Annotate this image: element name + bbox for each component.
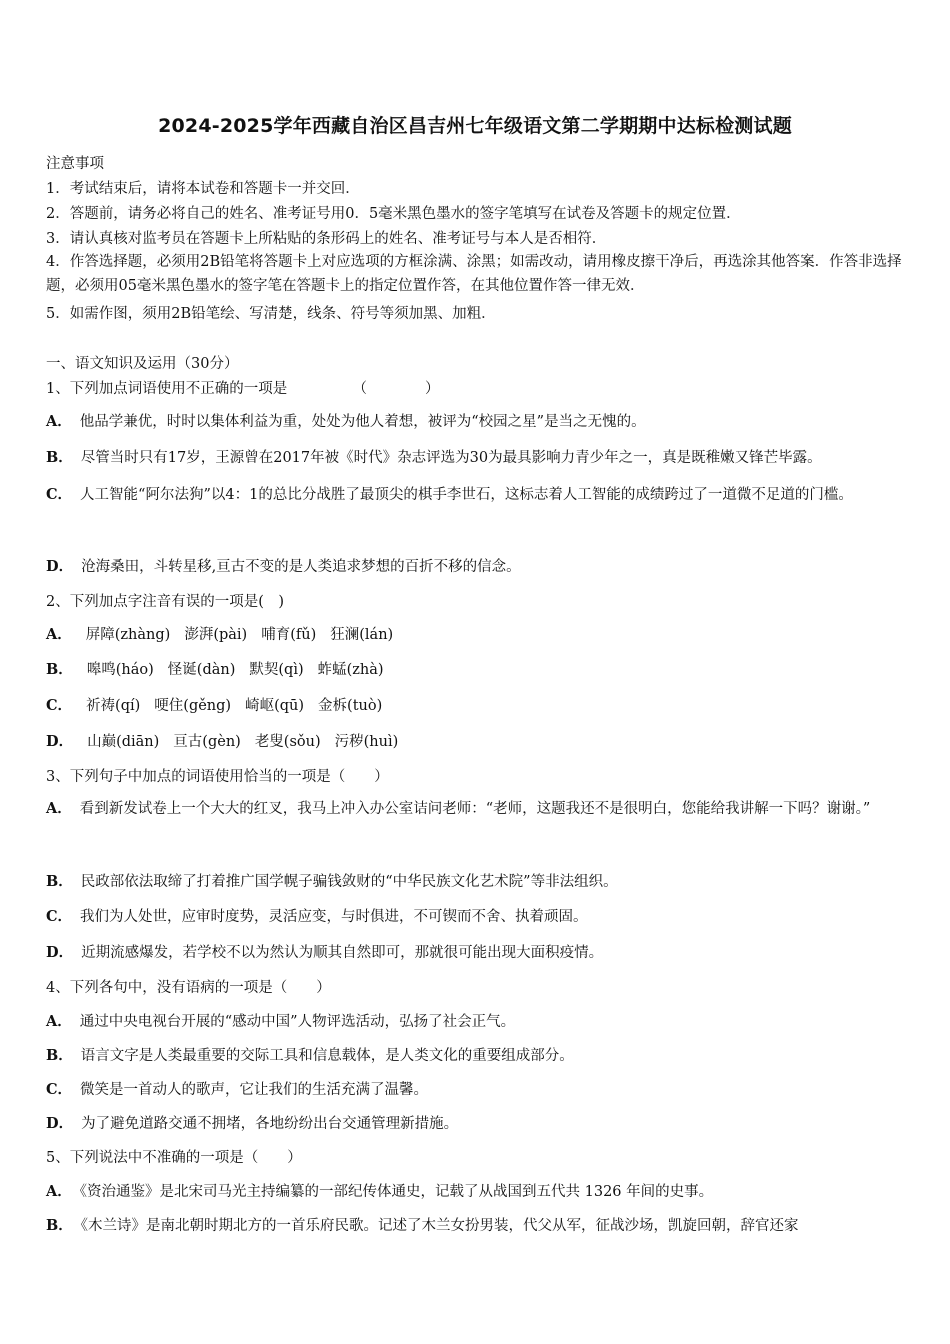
option-text: 语言文字是人类最重要的交际工具和信息载体，是人类文化的重要组成部分。 [80,1048,574,1064]
option-text: 尽管当时只有17岁，王源曾在2017年被《时代》杂志评选为30为最具影响力青少年之一，真是既稚嫩又锋芒毕露。 [80,450,822,466]
pinyin-term: 山巅(diān) [87,734,160,750]
pinyin-term: 屏障(zhàng) [85,627,171,643]
option-d: D． 近期流感爆发，若学校不以为然认为顺其自然即可，那就很可能出现大面积疫情。 [46,944,604,961]
option-b: B． 尽管当时只有17岁，王源曾在2017年被《时代》杂志评选为30为最具影响力青少年之一，真是既稚嫩又锋芒毕露。 [46,449,822,466]
option-a: A． 通过中央电视台开展的“感动中国”人物评选活动，弘扬了社会正气。 [46,1013,516,1030]
notice-heading: 注意事项 [46,156,104,172]
option-b: B． 嗥鸣(háo) 怪诞(dàn) 默契(qì) 蚱蜢(zhà) [46,661,384,678]
option-text: 民政部依法取缔了打着推广国学幌子骗钱敛财的“中华民族文化艺术院”等非法组织。 [80,874,618,890]
question-stem: 4、下列各句中，没有语病的一项是（ ） [46,980,331,996]
option-a: A． 他品学兼优，时时以集体利益为重，处处为他人着想，被评为“校园之星”是当之无愧的。 [46,413,646,430]
option-text: 看到新发试卷上一个大大的红叉，我马上冲入办公室诘问老师：“老师，这题我还不是很明白，您能给我讲解一下吗？谢谢。” [79,801,871,817]
option-text: 近期流感爆发，若学校不以为然认为顺其自然即可，那就很可能出现大面积疫情。 [81,945,604,961]
pinyin-term: 默契(qì) [249,662,304,678]
notice-item: 3．请认真核对监考员在答题卡上所粘贴的条形码上的姓名、准考证号与本人是否相符． [46,231,607,247]
option-d: D． 沧海桑田，斗转星移,亘古不变的是人类追求梦想的百折不移的信念。 [46,558,521,575]
option-text: 通过中央电视台开展的“感动中国”人物评选活动，弘扬了社会正气。 [79,1014,516,1030]
option-text: 《资治通鉴》是北宋司马光主持编纂的一部纪传体通史，记载了从战国到五代共 1326 年间的史事。 [79,1184,714,1200]
option-text: 沧海桑田，斗转星移,亘古不变的是人类追求梦想的百折不移的信念。 [81,559,521,575]
pinyin-term: 嗥鸣(háo) [86,662,154,678]
pinyin-term: 哺育(fǔ) [261,627,317,643]
option-b: B． 语言文字是人类最重要的交际工具和信息载体，是人类文化的重要组成部分。 [46,1047,574,1064]
notice-item: 1．考试结束后，请将本试卷和答题卡一并交回． [46,181,360,197]
option-a: A． 《资治通鉴》是北宋司马光主持编纂的一部纪传体通史，记载了从战国到五代共 1326 年间的史事。 [46,1183,714,1200]
pinyin-term: 金柝(tuò) [318,698,383,714]
notice-item: 2．答题前，请务必将自己的姓名、准考证号用0．5毫米黑色墨水的签字笔填写在试卷及答题卡的规定位置． [46,206,741,222]
question-stem: 2、下列加点字注音有误的一项是( ) [46,594,285,610]
option-a: A． 看到新发试卷上一个大大的红叉，我马上冲入办公室诘问老师：“老师，这题我还不是很明白，您能给我讲解一下吗？谢谢。” [46,800,871,817]
section-heading: 一、语文知识及运用（30分） [46,356,239,372]
option-text: 他品学兼优，时时以集体利益为重，处处为他人着想，被评为“校园之星”是当之无愧的。 [79,414,646,430]
option-b: B． 民政部依法取缔了打着推广国学幌子骗钱敛财的“中华民族文化艺术院”等非法组织。 [46,873,618,890]
option-text: 人工智能“阿尔法狗”以4：1的总比分战胜了最顶尖的棋手李世石，这标志着人工智能的成绩跨过了一道微不足道的门槛。 [80,487,853,503]
pinyin-term: 澎湃(pài) [184,627,248,643]
option-c: C． 祈祷(qí) 哽住(gěng) 崎岖(qū) 金柝(tuò) [46,697,383,714]
pinyin-term: 祈祷(qí) [86,698,141,714]
option-a: A． 屏障(zhàng) 澎湃(pài) 哺育(fǔ) 狂澜(lán) [46,626,394,643]
notice-item: 4．作答选择题，必须用2B铅笔将答题卡上对应选项的方框涂满、涂黑；如需改动，请用橡皮擦干净后，再选涂其他答案．作答非选择题，必须用05毫米黑色墨水的签字笔在答题卡上的指定位置作答，在其他位置作答一律无效． [46,254,902,294]
pinyin-term: 亘古(gèn) [173,734,241,750]
pinyin-term: 狂澜(lán) [330,627,394,643]
pinyin-term: 崎岖(qū) [245,698,305,714]
page-title: 2024-2025学年西藏自治区昌吉州七年级语文第二学期期中达标检测试题 [158,115,792,137]
notice-item: 5．如需作图，须用2B铅笔绘、写清楚，线条、符号等须加黑、加粗． [46,306,496,322]
option-d: D． 山巅(diān) 亘古(gèn) 老叟(sǒu) 污秽(huì) [46,733,399,750]
question-stem: 1、下列加点词语使用不正确的一项是 （ ） [46,381,440,397]
pinyin-term: 怪诞(dàn) [167,662,236,678]
option-text: 为了避免道路交通不拥堵，各地纷纷出台交通管理新措施。 [81,1116,459,1132]
option-text: 我们为人处世，应审时度势，灵活应变，与时俱进，不可锲而不舍、执着顽固。 [80,909,588,925]
pinyin-term: 老叟(sǒu) [254,734,321,750]
option-c: C． 我们为人处世，应审时度势，灵活应变，与时俱进，不可锲而不舍、执着顽固。 [46,908,588,925]
option-text: 《木兰诗》是南北朝时期北方的一首乐府民歌。记述了木兰女扮男装，代父从军，征战沙场，凯旋回朝，辞官还家 [80,1218,799,1234]
option-c: C． 微笑是一首动人的歌声，它让我们的生活充满了温馨。 [46,1081,429,1098]
pinyin-term: 哽住(gěng) [154,698,232,714]
question-stem: 5、下列说法中不准确的一项是（ ） [46,1150,302,1166]
pinyin-term: 污秽(huì) [334,734,399,750]
question-stem: 3、下列句子中加点的词语使用恰当的一项是（ ） [46,769,389,785]
option-c: C． 人工智能“阿尔法狗”以4：1的总比分战胜了最顶尖的棋手李世石，这标志着人工智能的成绩跨过了一道微不足道的门槛。 [46,486,853,503]
option-b: B． 《木兰诗》是南北朝时期北方的一首乐府民歌。记述了木兰女扮男装，代父从军，征战沙场，凯旋回朝，辞官还家 [46,1217,799,1234]
option-d: D． 为了避免道路交通不拥堵，各地纷纷出台交通管理新措施。 [46,1115,459,1132]
pinyin-term: 蚱蜢(zhà) [317,662,384,678]
option-text: 微笑是一首动人的歌声，它让我们的生活充满了温馨。 [80,1082,429,1098]
